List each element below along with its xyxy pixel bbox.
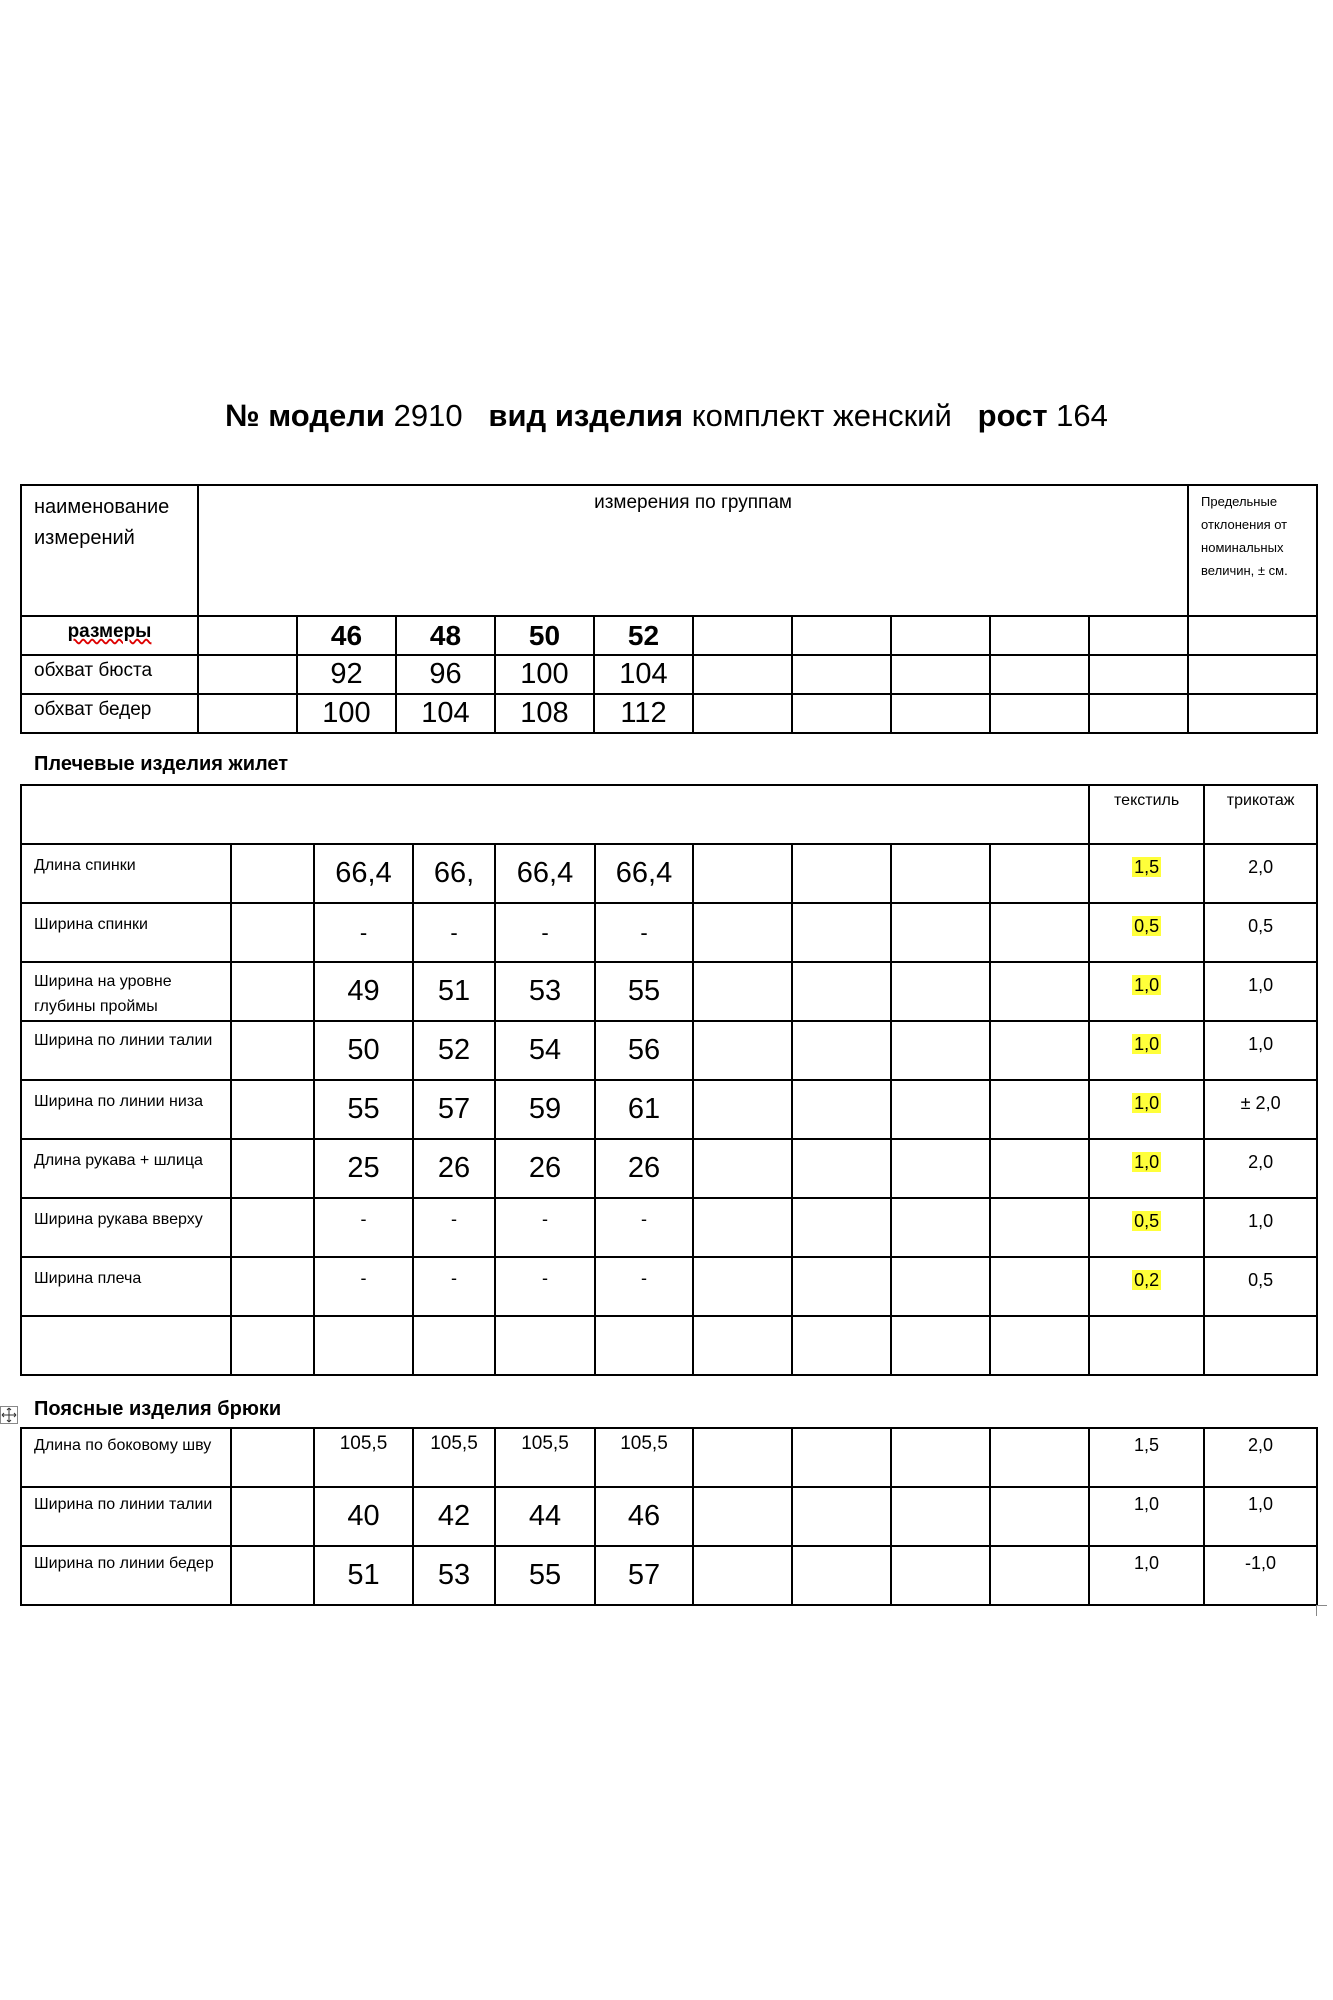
textile-tolerance: [1089, 1139, 1204, 1198]
highlight-mark: 1,5: [1134, 857, 1160, 877]
empty-cell: [1089, 694, 1188, 733]
textile-tolerance: [1089, 1021, 1204, 1080]
measure-cell: -: [595, 903, 693, 962]
measure-cell: 40: [314, 1487, 413, 1546]
empty-cell: [891, 1080, 990, 1139]
measure-cell: 52: [413, 1021, 495, 1080]
textile-tolerance: [1089, 962, 1204, 1021]
empty-cell: [891, 1428, 990, 1487]
empty-cell: [231, 844, 314, 903]
move-arrows-icon: [0, 1406, 18, 1424]
textile-tolerance: [1089, 1080, 1204, 1139]
size-cell: 48: [396, 616, 495, 655]
empty-cell: [990, 616, 1089, 655]
empty-cell: [413, 1316, 495, 1375]
highlight-mark: 0,2: [1134, 1270, 1160, 1290]
empty-cell: [231, 1139, 314, 1198]
measure-cell: 66,4: [314, 844, 413, 903]
measure-cell: 66,4: [495, 844, 595, 903]
measure-cell: 66,: [413, 844, 495, 903]
empty-cell: [792, 1487, 891, 1546]
measure-cell: 100: [297, 694, 396, 733]
measure-cell: 53: [495, 962, 595, 1021]
knit-tolerance: 1,0: [1204, 1487, 1317, 1546]
measure-cell: 53: [413, 1546, 495, 1605]
knit-tolerance: 2,0: [1204, 1139, 1317, 1198]
empty-cell: [891, 1316, 990, 1375]
knit-tolerance: 1,0: [1204, 1198, 1317, 1257]
measure-cell: 51: [314, 1546, 413, 1605]
empty-cell: [990, 962, 1089, 1021]
highlight-mark: 1,0: [1134, 975, 1160, 995]
empty-cell: [693, 694, 792, 733]
empty-cell: [693, 1428, 792, 1487]
empty-cell: [314, 1316, 413, 1375]
empty-cell: [231, 903, 314, 962]
measure-cell: -: [413, 1198, 495, 1257]
empty-cell: [792, 1198, 891, 1257]
empty-cell: [21, 1316, 231, 1375]
measure-cell: 108: [495, 694, 594, 733]
empty-cell: [792, 1021, 891, 1080]
knit-tolerance: 2,0: [1204, 844, 1317, 903]
empty-cell: [693, 844, 792, 903]
measure-cell: -: [314, 1198, 413, 1257]
empty-cell: [792, 903, 891, 962]
sizes-label: размеры: [21, 616, 198, 655]
empty-cell: [1089, 616, 1188, 655]
empty-cell: [792, 655, 891, 694]
measure-cell: 57: [413, 1080, 495, 1139]
knit-tolerance: 1,0: [1204, 1021, 1317, 1080]
vest-header-blank: [21, 785, 1089, 844]
row-label: Длина спинки: [21, 844, 231, 903]
pants-table: [20, 1427, 1318, 1606]
row-label: обхват бюста: [21, 655, 198, 694]
highlight-mark: 0,5: [1134, 1211, 1160, 1231]
empty-cell: [1089, 655, 1188, 694]
empty-cell: [891, 903, 990, 962]
vest-section-title: Плечевые изделия жилет: [34, 753, 289, 775]
empty-cell: [990, 1316, 1089, 1375]
empty-cell: [990, 1198, 1089, 1257]
empty-cell: [891, 1487, 990, 1546]
size-table: [20, 484, 1318, 734]
measure-cell: 105,5: [314, 1428, 413, 1487]
empty-cell: [891, 1546, 990, 1605]
empty-cell: [693, 616, 792, 655]
empty-cell: [792, 962, 891, 1021]
empty-cell: [1188, 694, 1317, 733]
textile-tolerance: 1,0: [1089, 1487, 1204, 1546]
textile-tolerance: [1089, 1198, 1204, 1257]
measure-cell: 51: [413, 962, 495, 1021]
empty-cell: [792, 1316, 891, 1375]
measure-cell: 54: [495, 1021, 595, 1080]
empty-cell: [693, 903, 792, 962]
measure-cell: 55: [495, 1546, 595, 1605]
empty-cell: [231, 1487, 314, 1546]
empty-cell: [792, 844, 891, 903]
textile-tolerance: [1089, 1257, 1204, 1316]
empty-cell: [792, 1546, 891, 1605]
empty-cell: [891, 1021, 990, 1080]
empty-cell: [1188, 616, 1317, 655]
knit-tolerance: 2,0: [1204, 1428, 1317, 1487]
row-label: Ширина спинки: [21, 903, 231, 962]
measure-cell: -: [413, 903, 495, 962]
height-value: 164: [1056, 398, 1108, 433]
empty-cell: [231, 1198, 314, 1257]
empty-cell: [693, 1139, 792, 1198]
row-label: Ширина рукава вверху: [21, 1198, 231, 1257]
empty-cell: [693, 1080, 792, 1139]
empty-cell: [231, 1316, 314, 1375]
empty-cell: [891, 1257, 990, 1316]
measure-cell: 49: [314, 962, 413, 1021]
empty-cell: [198, 655, 297, 694]
row-label: Длина рукава + шлица: [21, 1139, 231, 1198]
empty-cell: [792, 616, 891, 655]
empty-cell: [792, 1139, 891, 1198]
measure-cell: 66,4: [595, 844, 693, 903]
measure-cell: 26: [495, 1139, 595, 1198]
measure-cell: 26: [413, 1139, 495, 1198]
model-label: № модели: [225, 398, 385, 433]
col-knit-header: трикотаж: [1204, 785, 1317, 844]
type-value: комплект женский: [691, 398, 952, 433]
empty-cell: [693, 962, 792, 1021]
textile-tolerance: [1089, 903, 1204, 962]
measure-cell: 55: [595, 962, 693, 1021]
col-textile-header: текстиль: [1089, 785, 1204, 844]
type-label: вид изделия: [488, 398, 684, 433]
empty-cell: [990, 655, 1089, 694]
highlight-mark: 1,0: [1134, 1152, 1160, 1172]
knit-tolerance: 0,5: [1204, 903, 1317, 962]
measure-cell: 96: [396, 655, 495, 694]
measure-cell: 105,5: [495, 1428, 595, 1487]
knit-tolerance: ± 2,0: [1204, 1080, 1317, 1139]
empty-cell: [891, 962, 990, 1021]
vest-table: [20, 784, 1318, 1376]
measure-cell: -: [595, 1198, 693, 1257]
measure-cell: -: [495, 1198, 595, 1257]
name-header: наименование измерений: [21, 485, 198, 616]
knit-tolerance: 0,5: [1204, 1257, 1317, 1316]
empty-cell: [231, 1021, 314, 1080]
textile-tolerance: 1,0: [1089, 1546, 1204, 1605]
empty-cell: [693, 1316, 792, 1375]
measure-cell: -: [314, 903, 413, 962]
empty-cell: [990, 903, 1089, 962]
empty-cell: [891, 844, 990, 903]
empty-cell: [792, 1257, 891, 1316]
measure-cell: 55: [314, 1080, 413, 1139]
measure-cell: 46: [595, 1487, 693, 1546]
empty-cell: [1089, 1316, 1204, 1375]
measure-cell: 42: [413, 1487, 495, 1546]
measure-cell: 104: [396, 694, 495, 733]
row-label: Длина по боковому шву: [21, 1428, 231, 1487]
model-value: 2910: [393, 398, 463, 433]
empty-cell: [990, 1021, 1089, 1080]
highlight-mark: 1,0: [1134, 1093, 1160, 1113]
empty-cell: [792, 694, 891, 733]
empty-cell: [990, 1487, 1089, 1546]
empty-cell: [231, 962, 314, 1021]
measure-cell: 105,5: [413, 1428, 495, 1487]
empty-cell: [693, 1546, 792, 1605]
empty-cell: [990, 694, 1089, 733]
measure-cell: 50: [314, 1021, 413, 1080]
measure-cell: 26: [595, 1139, 693, 1198]
empty-cell: [231, 1080, 314, 1139]
empty-cell: [693, 1198, 792, 1257]
table-move-icon[interactable]: [0, 1406, 18, 1424]
height-label: рост: [977, 398, 1048, 433]
measure-cell: -: [595, 1257, 693, 1316]
empty-cell: [198, 616, 297, 655]
row-label: обхват бедер: [21, 694, 198, 733]
measure-cell: 105,5: [595, 1428, 693, 1487]
measure-cell: 112: [594, 694, 693, 733]
table-resize-handle[interactable]: [1316, 1605, 1327, 1616]
empty-cell: [990, 1080, 1089, 1139]
empty-cell: [693, 655, 792, 694]
empty-cell: [990, 1546, 1089, 1605]
empty-cell: [891, 616, 990, 655]
empty-cell: [891, 655, 990, 694]
measure-cell: 25: [314, 1139, 413, 1198]
empty-cell: [792, 1428, 891, 1487]
empty-cell: [990, 844, 1089, 903]
row-label: Ширина по линии бедер: [21, 1546, 231, 1605]
measure-cell: 61: [595, 1080, 693, 1139]
empty-cell: [990, 1257, 1089, 1316]
group-header: измерения по группам: [198, 485, 1188, 616]
measure-cell: -: [314, 1257, 413, 1316]
knit-tolerance: 1,0: [1204, 962, 1317, 1021]
deviation-header: Предельные отклонения от номинальных величин, ± см.: [1188, 485, 1317, 616]
measure-cell: -: [495, 1257, 595, 1316]
empty-cell: [990, 1139, 1089, 1198]
highlight-mark: 1,0: [1134, 1034, 1160, 1054]
measure-cell: 104: [594, 655, 693, 694]
empty-cell: [693, 1257, 792, 1316]
empty-cell: [1204, 1316, 1317, 1375]
empty-cell: [231, 1257, 314, 1316]
measure-cell: -: [413, 1257, 495, 1316]
row-label: Ширина по линии низа: [21, 1080, 231, 1139]
empty-cell: [891, 1198, 990, 1257]
measure-cell: 100: [495, 655, 594, 694]
empty-cell: [693, 1021, 792, 1080]
empty-cell: [693, 1487, 792, 1546]
highlight-mark: 0,5: [1134, 916, 1160, 936]
size-cell: 50: [495, 616, 594, 655]
empty-cell: [891, 1139, 990, 1198]
size-cell: 46: [297, 616, 396, 655]
row-label: Ширина по линии талии: [21, 1487, 231, 1546]
empty-cell: [792, 1080, 891, 1139]
measure-cell: -: [495, 903, 595, 962]
textile-tolerance: 1,5: [1089, 1428, 1204, 1487]
measure-cell: 56: [595, 1021, 693, 1080]
empty-cell: [198, 694, 297, 733]
empty-cell: [495, 1316, 595, 1375]
empty-cell: [231, 1546, 314, 1605]
empty-cell: [231, 1428, 314, 1487]
empty-cell: [595, 1316, 693, 1375]
knit-tolerance: -1,0: [1204, 1546, 1317, 1605]
row-label: Ширина по линии талии: [21, 1021, 231, 1080]
measure-cell: 59: [495, 1080, 595, 1139]
size-cell: 52: [594, 616, 693, 655]
measure-cell: 92: [297, 655, 396, 694]
row-label: Ширина плеча: [21, 1257, 231, 1316]
empty-cell: [990, 1428, 1089, 1487]
measure-cell: 44: [495, 1487, 595, 1546]
measure-cell: 57: [595, 1546, 693, 1605]
document-title: [0, 398, 1333, 434]
empty-cell: [891, 694, 990, 733]
row-label: Ширина на уровне глубины проймы: [21, 962, 231, 1021]
empty-cell: [1188, 655, 1317, 694]
textile-tolerance: [1089, 844, 1204, 903]
pants-section-title: Поясные изделия брюки: [34, 1398, 282, 1420]
